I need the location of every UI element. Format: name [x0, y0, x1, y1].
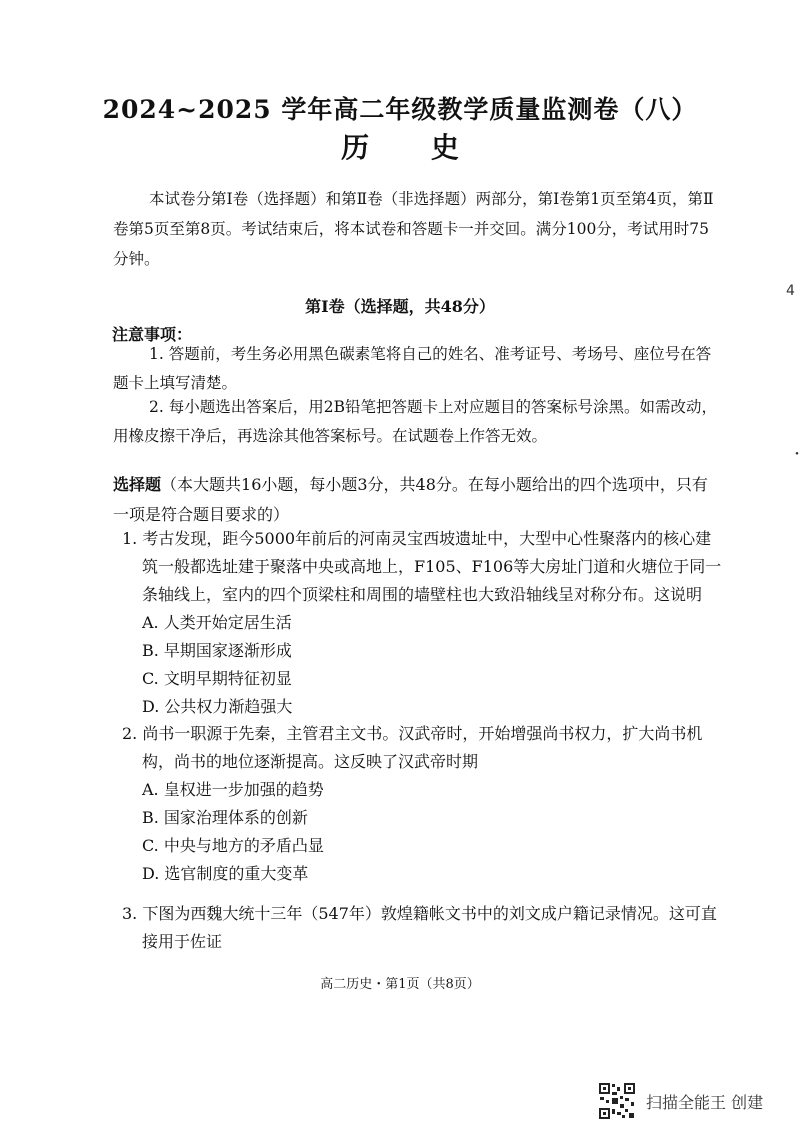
choice-section-desc: （本大题共16小题，每小题3分，共48分。在每小题给出的四个选项中，只有一项是符合题目要求的） [113, 475, 708, 524]
exam-intro: 本试卷分第Ⅰ卷（选择题）和第Ⅱ卷（非选择题）两部分，第Ⅰ卷第1页至第4页，第Ⅱ卷第5页至第8页。考试结束后，将本试卷和答题卡一并交回。满分100分，考试用时75分钟。 [113, 190, 714, 268]
option-b: B. 早期国家逐渐形成 [142, 641, 292, 660]
option-c: C. 文明早期特征初显 [142, 669, 292, 688]
exam-title: 2024~2025 学年高二年级教学质量监测卷（八） [102, 95, 698, 124]
question-stem: 1. 考古发现，距今5000年前后的河南灵宝西坡遗址中，大型中心性聚落内的核心建筑一般都选址建于聚落中央或高地上，F105、F106等大房址门道和火塘位于同一条轴线上，室内的四个顶梁柱和周围的墙壁柱也大致沿轴线呈对称分布。这说明 [122, 529, 722, 604]
margin-mark: 4 [786, 283, 795, 299]
qr-code-icon [598, 1082, 636, 1120]
question-2 [122, 720, 727, 888]
notes-heading: 注意事项： [112, 325, 193, 344]
question-stem: 3. 下图为西魏大统十三年（547年）敦煌籍帐文书中的刘文成户籍记录情况。这可直接用于佐证 [122, 904, 717, 951]
subject-title: 历 史 [341, 131, 485, 164]
note-item: 2. 每小题选出答案后，用2B铅笔把答题卡上对应题目的答案标号涂黑。如需改动，用橡皮擦干净后，再选涂其他答案标号。在试题卷上作答无效。 [113, 398, 717, 445]
page-footer: 高二历史・第1页（共8页） [320, 977, 480, 992]
option-d: D. 公共权力渐趋强大 [142, 697, 293, 716]
option-a: A. 皇权进一步加强的趋势 [142, 780, 324, 799]
note-item: 1. 答题前，考生务必用黑色碳素笔将自己的姓名、准考证号、考场号、座位号在答题卡上填写清楚。 [113, 345, 712, 392]
option-c: C. 中央与地方的矛盾凸显 [142, 836, 324, 855]
margin-mark: ・ [790, 447, 804, 463]
choice-section-label: 选择题 [113, 475, 162, 494]
question-1 [122, 525, 727, 721]
question-3 [122, 900, 727, 956]
section-title: 第Ⅰ卷（选择题，共48分） [305, 297, 495, 316]
option-b: B. 国家治理体系的创新 [142, 808, 308, 827]
choice-section-intro [113, 470, 723, 530]
option-d: D. 选官制度的重大变革 [142, 864, 309, 883]
option-a: A. 人类开始定居生活 [142, 613, 292, 632]
question-stem: 2. 尚书一职源于先秦，主管君主文书。汉武帝时，开始增强尚书权力，扩大尚书机构，尚书的地位逐渐提高。这反映了汉武帝时期 [122, 724, 703, 771]
watermark-text: 扫描全能王 创建 [646, 1092, 764, 1112]
scanner-watermark [598, 1082, 763, 1120]
